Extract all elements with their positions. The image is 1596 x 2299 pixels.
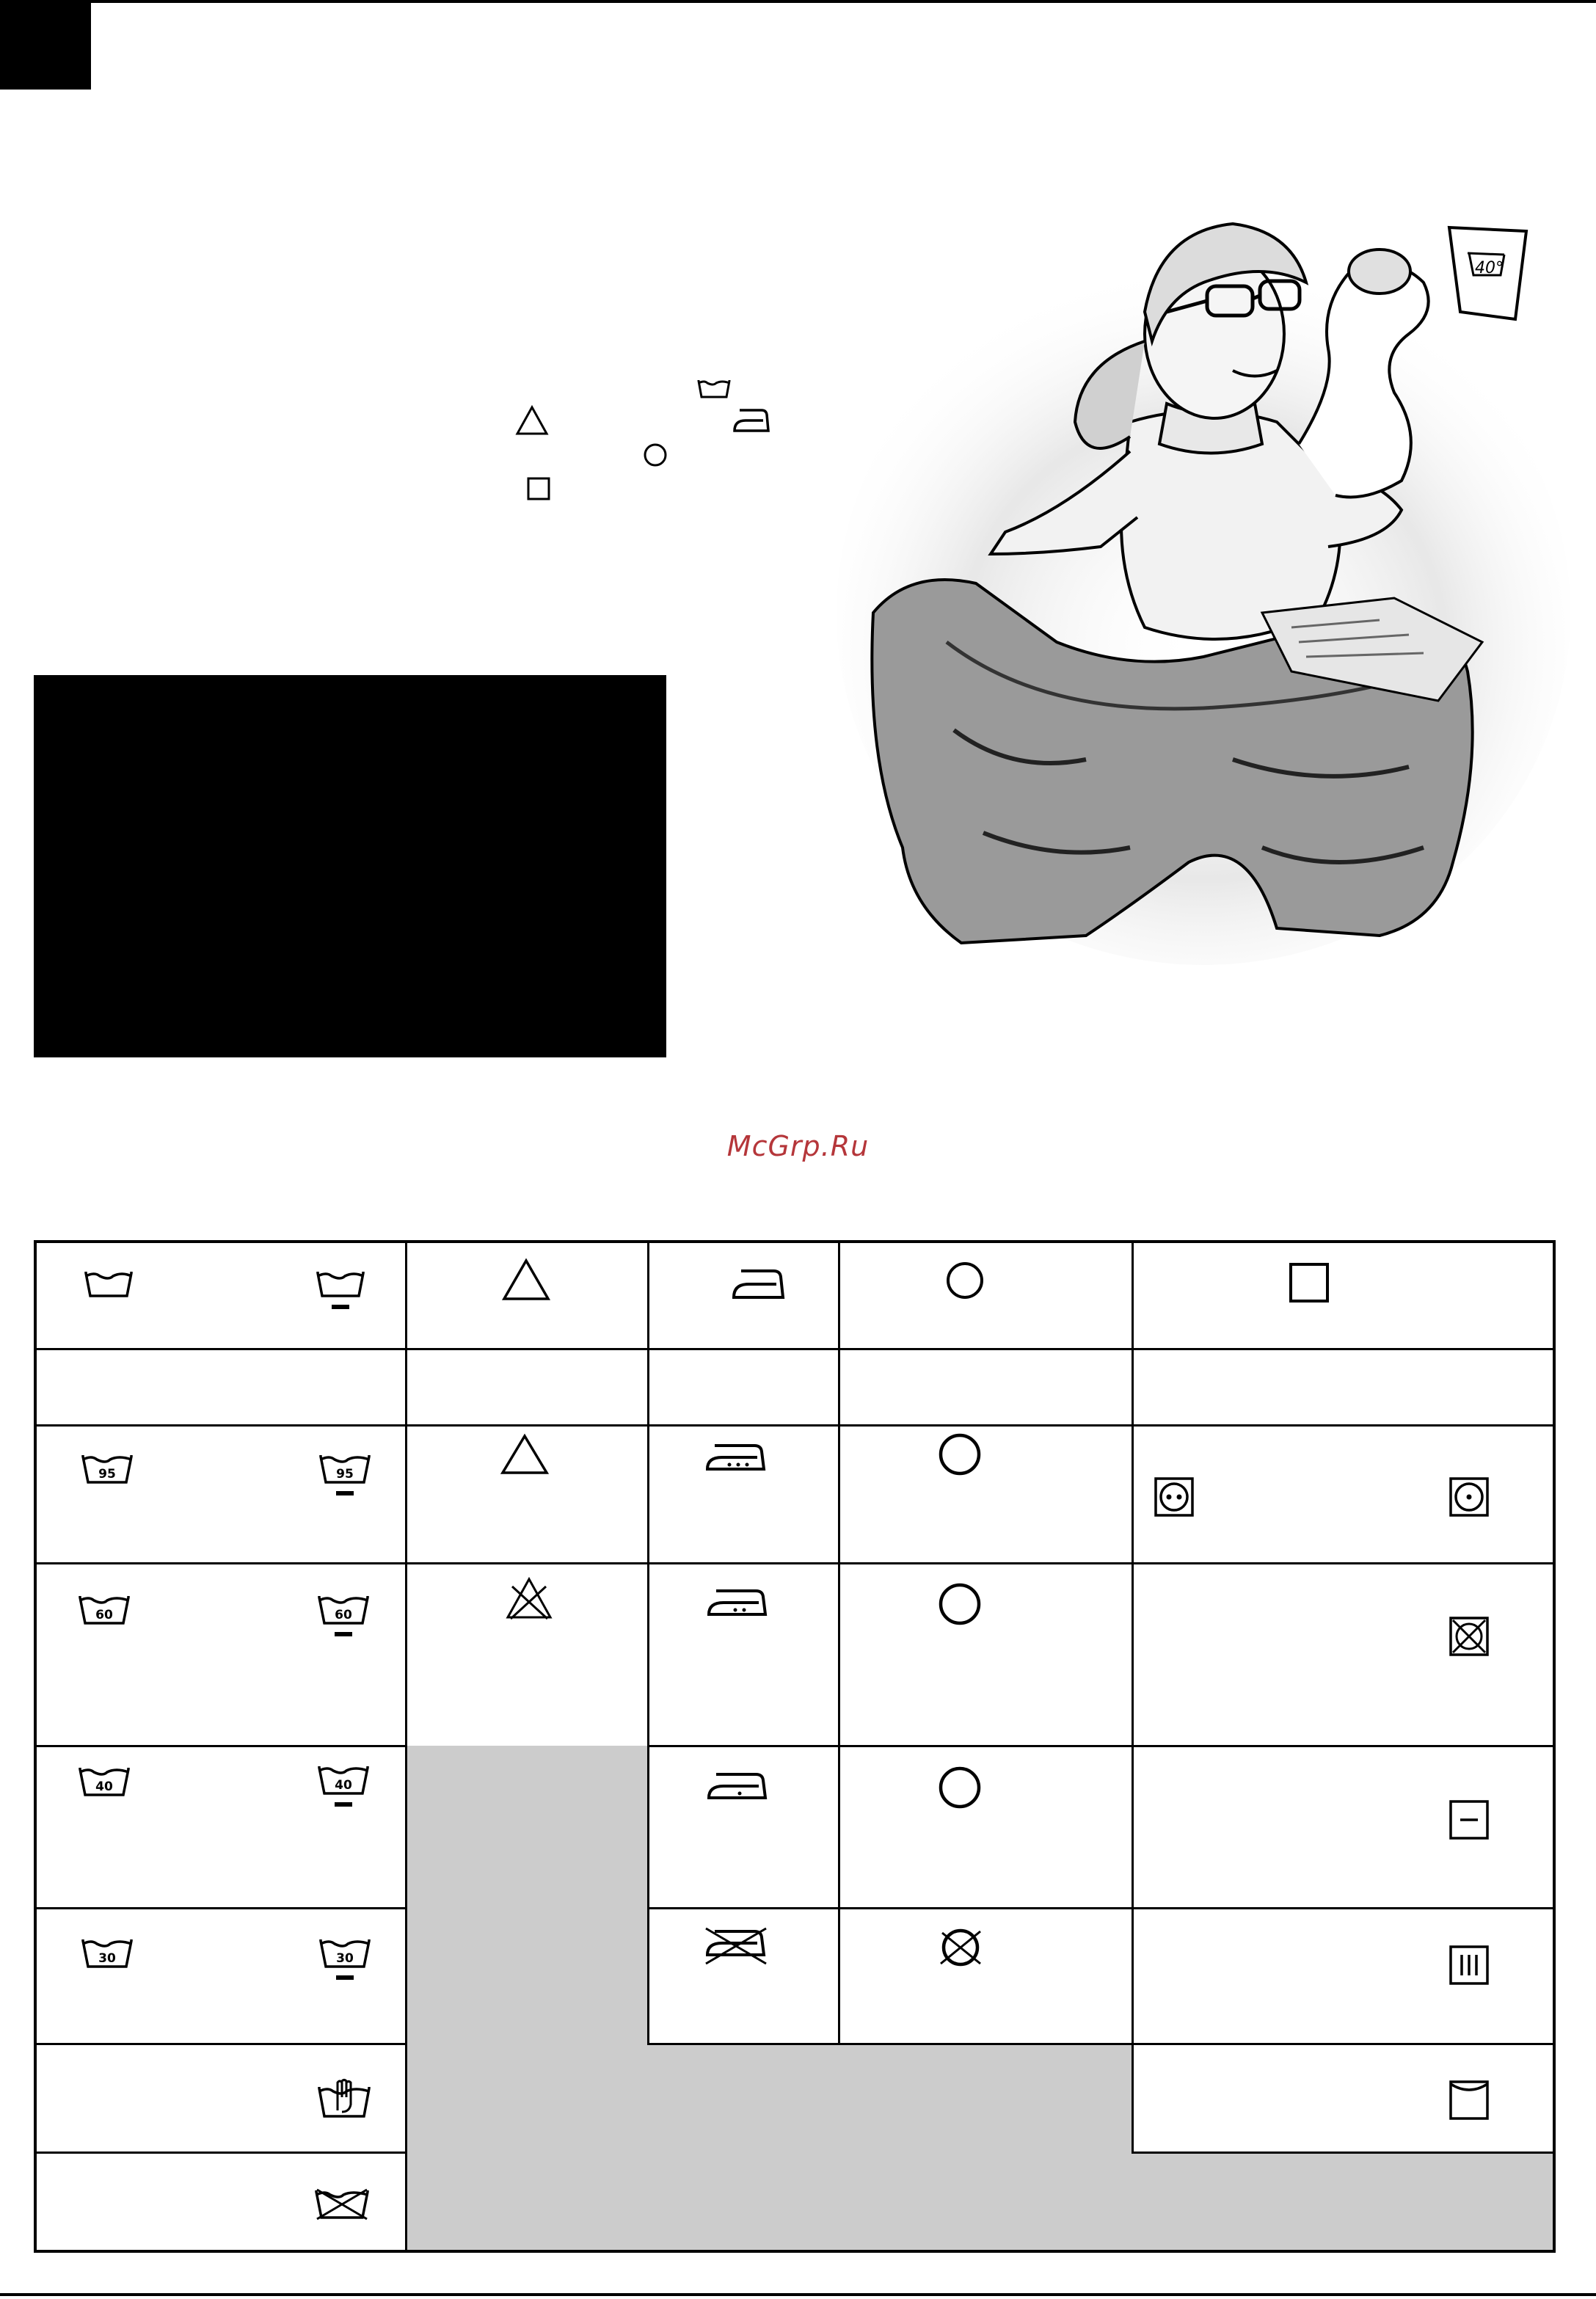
wash-tub-icon (84, 1269, 134, 1299)
care-symbol-table (34, 1240, 1556, 2253)
wash-tub-icon (697, 378, 731, 400)
bleach-triangle-icon (502, 1258, 550, 1301)
iron-low-icon (706, 1771, 769, 1801)
svg-text:40°: 40° (1475, 259, 1504, 277)
no-tumble-dry-icon (1449, 1616, 1490, 1657)
top-rule (0, 0, 1596, 3)
bottom-rule (0, 2293, 1596, 2296)
svg-text:30: 30 (98, 1951, 116, 1966)
tumble-dry-high-icon (1154, 1476, 1195, 1518)
dry-clean-circle-icon (945, 1261, 985, 1300)
svg-text:60: 60 (95, 1608, 113, 1622)
dry-clean-icon (938, 1582, 982, 1626)
do-not-wash-icon (314, 2187, 370, 2220)
wash-tub-gentle-icon (316, 1269, 365, 1314)
svg-text:30: 30 (336, 1951, 354, 1966)
wash-95-gentle-icon (318, 1453, 371, 1500)
shaded-area (407, 1746, 649, 2253)
wash-95-icon (81, 1453, 134, 1485)
laundry-illustration (822, 202, 1570, 969)
tumble-dry-low-icon (1449, 1476, 1490, 1518)
svg-text:95: 95 (336, 1467, 354, 1482)
wash-40-icon (78, 1766, 131, 1798)
iron-high-icon (704, 1443, 768, 1472)
tumble-dry-square-icon (1289, 1262, 1330, 1303)
shaded-area (1133, 2152, 1556, 2253)
no-dry-clean-icon (938, 1927, 983, 1968)
svg-text:60: 60 (335, 1608, 352, 1622)
wash-40-gentle-icon (317, 1764, 370, 1811)
dry-clean-icon (938, 1432, 982, 1476)
svg-text:95: 95 (98, 1467, 116, 1482)
bleach-allowed-icon (500, 1434, 549, 1475)
line-dry-icon (1449, 2080, 1490, 2121)
no-bleach-icon (503, 1576, 555, 1620)
wash-30-gentle-icon (318, 1937, 371, 1984)
iron-medium-icon (706, 1588, 769, 1617)
hand-wash-icon (317, 2078, 371, 2119)
svg-text:40: 40 (95, 1779, 113, 1794)
corner-tab (0, 0, 91, 90)
iron-icon (732, 407, 770, 434)
iron-icon (731, 1268, 787, 1300)
drip-dry-icon (1449, 1945, 1490, 1986)
watermark: McGrp.Ru (726, 1130, 870, 1162)
svg-text:40: 40 (335, 1778, 352, 1793)
bleach-triangle-icon (515, 405, 549, 436)
wash-60-gentle-icon (317, 1594, 370, 1641)
tumble-dry-square-icon (527, 477, 550, 500)
no-iron-icon (703, 1927, 769, 1967)
wash-60-icon (78, 1594, 131, 1626)
dry-clean-circle-icon (643, 442, 668, 467)
black-text-box (34, 675, 666, 1057)
wash-30-icon (81, 1937, 134, 1970)
line-dry-flat-icon (1449, 1799, 1490, 1840)
shaded-area (649, 2044, 1133, 2253)
dry-clean-icon (938, 1766, 982, 1810)
